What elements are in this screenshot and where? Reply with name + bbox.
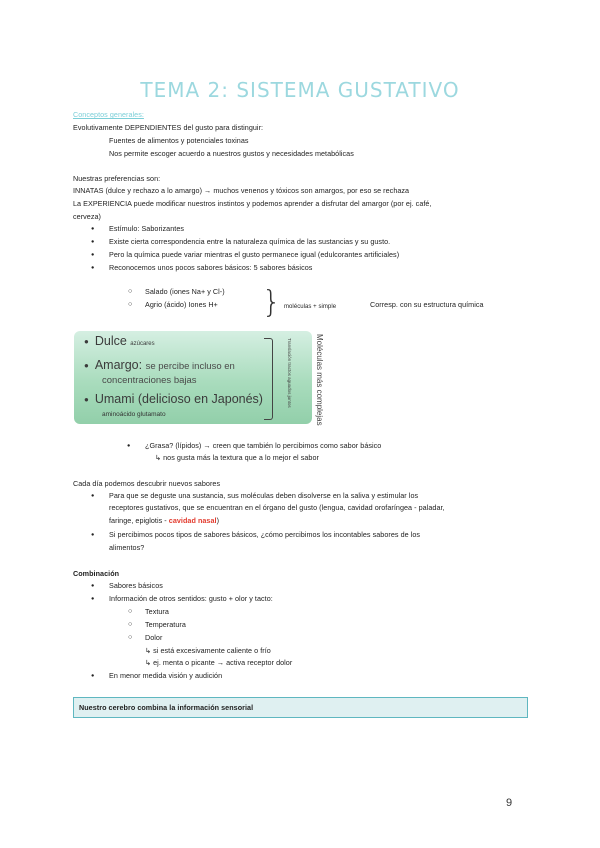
paragraph-line: receptores gustativos, que se encuentran en el órgano del gusto (lengua, cavidad orofaríngea - paladar, (109, 503, 445, 512)
taste-amargo-note: se percibe incluso en (145, 361, 235, 372)
list-item (109, 491, 525, 501)
sub-list-item: ○ Dolor (145, 633, 162, 643)
list-item: ● ¿Grasa? (lípidos) → creen que también lo percibimos como sabor básico (145, 441, 381, 451)
text-span: ) (216, 516, 220, 525)
taste-amargo-label: Amargo: (94, 358, 143, 372)
sub-list-item: ○ Textura (145, 607, 169, 617)
brace-note: Corresp. con su estructura química (370, 300, 484, 309)
page-number: 9 (506, 797, 513, 809)
text-line: cerveza) (73, 212, 101, 221)
list-item: ● Pero la química puede variar mientras el gusto permanece igual (edulcorantes artificiales) (109, 250, 399, 260)
sub-list-item: ○ Salado (iones Na+ y Cl-) (145, 287, 225, 297)
section-heading-combinacion: Combinación (73, 569, 120, 578)
text-line: ↳ ej. menta o picante → activa receptor dolor (145, 658, 293, 667)
taste-amargo: ● Amargo: se percibe incluso en (84, 358, 235, 372)
list-item: ● Existe cierta correspondencia entre la naturaleza química de las sustancias y su gusto. (109, 237, 390, 247)
summary-text: Nuestro cerebro combina la información sensorial (79, 703, 254, 712)
text-span: faringe, epiglotis - (109, 516, 169, 525)
paragraph-line: ● Para que se deguste una sustancia, sus moléculas deben disolverse en la saliva y estimular los (109, 491, 419, 500)
text-line: Nuestras preferencias son: (73, 174, 161, 183)
text-line: Nos permite escoger acuerdo a nuestros gustos y necesidades metabólicas (109, 149, 354, 158)
highlight-red: cavidad nasal (168, 516, 217, 525)
taste-dulce-label: Dulce (94, 334, 127, 348)
text-line: ↳ si está excesivamente caliente o frío (145, 646, 271, 655)
text-line: INNATAS (dulce y rechazo a lo amargo) → muchos venenos y tóxicos son amargos, por eso se rechaza (73, 186, 410, 195)
side-small-label: Translación tractos aguados juntos (287, 338, 292, 408)
side-label: Moléculas más complejas (315, 334, 324, 426)
taste-umami-label: Umami (delicioso en Japonés) (94, 392, 263, 406)
list-item: ● Estímulo: Saborizantes (109, 224, 184, 234)
bracket-line (264, 338, 273, 420)
text-line: Cada día podemos descubrir nuevos sabores (73, 479, 221, 488)
section-heading-conceptos: Conceptos generales: (73, 110, 144, 119)
text-line: Evolutivamente DEPENDIENTES del gusto para distinguir: (73, 123, 264, 132)
list-item: ● Si percibimos pocos tipos de sabores básicos, ¿cómo percibimos los incontables sabores de los (109, 530, 420, 540)
summary-box (73, 697, 528, 718)
taste-umami: ● Umami (delicioso en Japonés) (84, 392, 263, 406)
sub-list-item: ○ Temperatura (145, 620, 186, 630)
text-line: ↳ nos gusta más la textura que a lo mejor el sabor (155, 453, 319, 462)
text-line: Fuentes de alimentos y potenciales toxinas (109, 136, 249, 145)
taste-umami-note: aminoácido glutamato (102, 411, 166, 418)
taste-dulce: ● Dulce azúcares (84, 334, 155, 348)
taste-amargo-note-2: concentraciones bajas (102, 375, 197, 386)
basic-tastes-box (74, 331, 312, 424)
list-item: ● Sabores básicos (109, 581, 163, 591)
brace-label: moléculas + simple (284, 304, 337, 310)
list-item: ● En menor medida visión y audición (109, 671, 222, 681)
text-line: La EXPERIENCIA puede modificar nuestros instintos y podemos aprender a disfrutar del amargor (por ej. café, (73, 199, 432, 208)
list-item: ● Información de otros sentidos: gusto + olor y tacto: (109, 594, 273, 604)
brace-symbol: } (262, 285, 282, 320)
paragraph-line (109, 516, 219, 526)
paragraph-line: alimentos? (109, 543, 145, 552)
page-title: TEMA 2: SISTEMA GUSTATIVO (140, 78, 460, 102)
taste-dulce-note: azúcares (130, 341, 155, 347)
sub-list-item: ○ Agrio (ácido) Iones H+ (145, 300, 218, 310)
list-item: ● Reconocemos unos pocos sabores básicos: 5 sabores básicos (109, 263, 312, 273)
